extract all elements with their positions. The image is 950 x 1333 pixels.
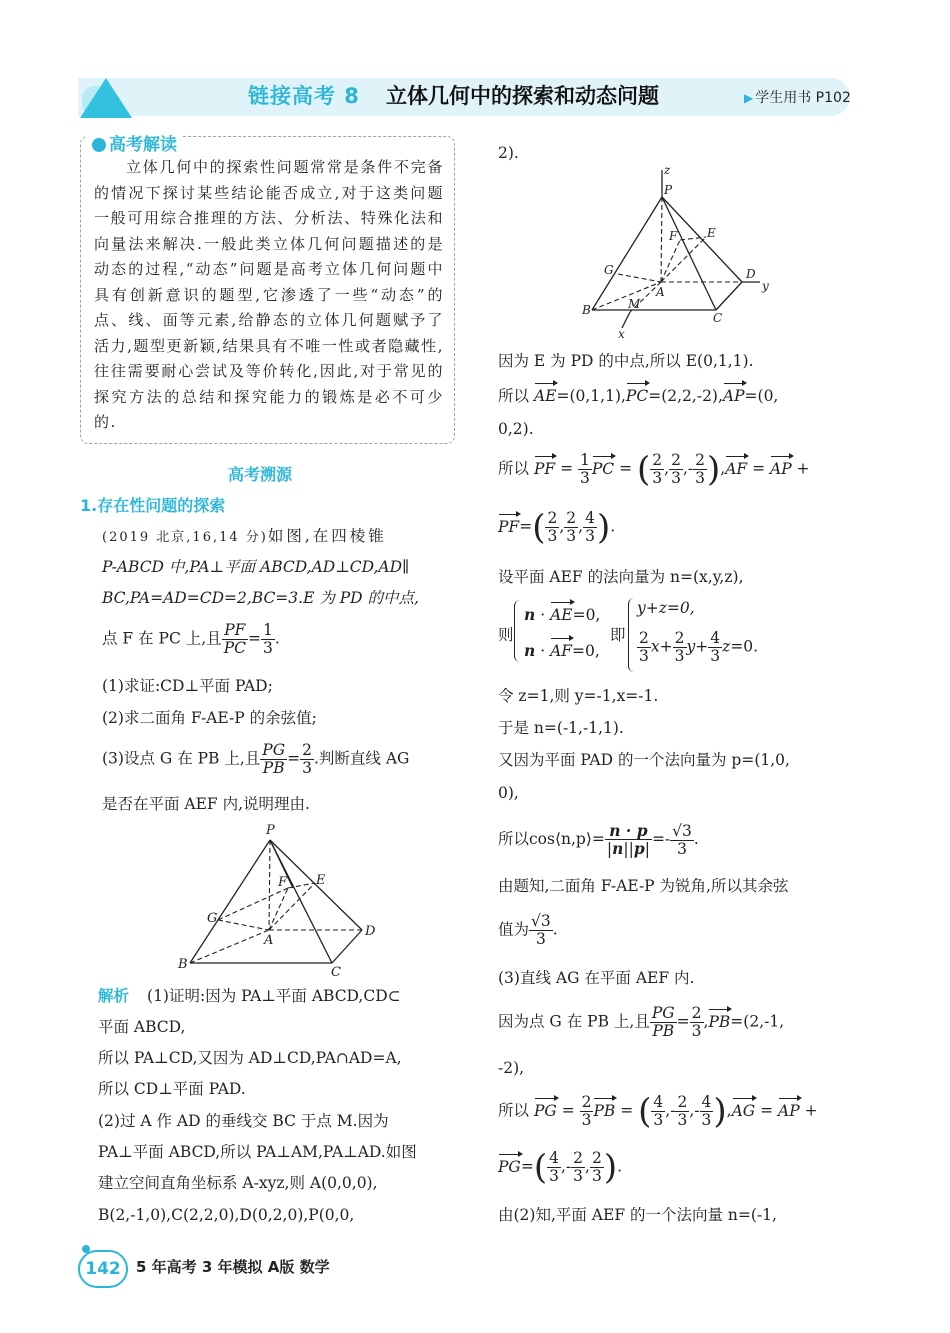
right-line-7: 令 z=1,则 y=-1,x=-1. bbox=[498, 687, 659, 705]
edge-pa bbox=[269, 840, 270, 930]
right-line-8: 于是 n=(-1,-1,1). bbox=[498, 719, 624, 737]
right-line-15: 因为点 G 在 PB 上,且 $\frac{PG}{PB}$ = $\frac{2}{3}$ ,PB=(2,-1, bbox=[498, 1004, 785, 1040]
right-line-5: PF=( $\frac{2}{3}$ , $\frac{2}{3}$ , $\frac{4}{3}$ ). bbox=[498, 507, 616, 548]
label-d: D bbox=[746, 267, 756, 281]
system-eq-1: n · AE=0, bbox=[524, 605, 601, 624]
book-title: 5 年高考 3 年模拟 A版 数学 bbox=[136, 1258, 330, 1276]
header-series: 链接高考 8 bbox=[248, 84, 360, 108]
right-line-10: 0), bbox=[498, 784, 519, 802]
right-line-18: PG=( $\frac{4}{3}$ ,- $\frac{2}{3}$ , $\frac{2}{3}$ ). bbox=[498, 1147, 623, 1188]
edge-ab bbox=[592, 282, 661, 310]
right-line-2: 所以 AE=(0,1,1),PC=(2,2,-2),AP=(0, bbox=[498, 387, 779, 405]
edge-cd bbox=[716, 282, 742, 310]
page-number: 142 bbox=[78, 1250, 128, 1288]
problem-line-3: BC,PA=AD=CD=2,BC=3.E 为 PD 的中点, bbox=[102, 589, 419, 607]
label-f: F bbox=[669, 229, 678, 243]
sub-heading: 1.存在性问题的探索 bbox=[80, 496, 226, 515]
label-g: G bbox=[604, 263, 614, 277]
solution-tag: 解析 bbox=[98, 987, 130, 1005]
label-a: A bbox=[264, 933, 274, 948]
circle-icon bbox=[92, 138, 106, 152]
solution-line-8: B(2,-1,0),C(2,2,0),D(0,2,0),P(0,0, bbox=[98, 1206, 355, 1224]
line-af bbox=[661, 240, 680, 282]
label-b: B bbox=[582, 303, 591, 317]
problem-line-4: 点 F 在 PC 上,且 $\frac{PF}{PC}$ = $\frac{1}{3}$ . bbox=[102, 621, 280, 657]
right-line-16: -2), bbox=[498, 1059, 525, 1077]
problem-line-2: P-ABCD 中,PA⊥平面 ABCD,AD⊥CD,AD∥ bbox=[102, 558, 410, 576]
question-3: (3)设点 G 在 PB 上,且 $\frac{PG}{PB}$ = $\frac{2}{3}$ .判断直线 AG bbox=[102, 741, 410, 777]
arrow-right-icon: ▶ bbox=[744, 91, 754, 105]
right-line-3: 0,2). bbox=[498, 420, 534, 438]
header-ref: ▶ 学生用书 P102 bbox=[744, 90, 851, 106]
label-a: A bbox=[656, 285, 665, 299]
label-z: z bbox=[664, 163, 671, 177]
right-line-14: (3)直线 AG 在平面 AEF 内. bbox=[498, 969, 695, 987]
brace-left bbox=[514, 600, 523, 662]
label-b: B bbox=[178, 957, 188, 972]
right-line-1: 因为 E 为 PD 的中点,所以 E(0,1,1). bbox=[498, 352, 754, 370]
label-m: M bbox=[628, 297, 641, 311]
question-3-cont: 是否在平面 AEF 内,说明理由. bbox=[102, 795, 310, 813]
edge-cd bbox=[332, 930, 362, 963]
label-g: G bbox=[207, 911, 218, 926]
equation-system: 则 bbox=[498, 626, 514, 644]
label-p: P bbox=[266, 823, 275, 838]
line-af bbox=[269, 888, 288, 930]
right-line-9: 又因为平面 PAD 的一个法向量为 p=(1,0, bbox=[498, 751, 790, 769]
system-eq-2: n · AF=0, bbox=[524, 641, 600, 660]
intro-label: 高考解读 bbox=[86, 130, 183, 155]
line-ga bbox=[618, 274, 661, 282]
question-1: (1)求证:CD⊥平面 PAD; bbox=[102, 677, 273, 695]
right-line-0: 2). bbox=[498, 144, 519, 162]
right-line-6: 设平面 AEF 的法向量为 n=(x,y,z), bbox=[498, 568, 744, 586]
problem-line-1: (2019 北京,16,14 分)如图,在四棱锥 bbox=[102, 527, 387, 545]
label-x: x bbox=[618, 327, 625, 340]
system-then: 即 bbox=[610, 626, 626, 644]
label-c: C bbox=[713, 311, 723, 325]
solution-line-5: (2)过 A 作 AD 的垂线交 BC 于点 M.因为 bbox=[98, 1112, 389, 1130]
intro-text: 立体几何中的探索性问题常常是条件不完备的情况下探讨某些结论能否成立,对于这类问题一般可用综合推理的方法、分析法、特殊化法和向量法来解决.一般此类立体几何问题描述的是动态的过程,“动态”问题是高考立体几何问题中具有创新意识的题型,它渗透了一些“动态”的点、线、面等元素,给静态的立体几何题赋予了活力,题型更新颖,结果具有不唯一性或者隐藏性,往往需要耐心尝试及等价转化,因此,对于常见的探究方法的总结和探究能力的锻炼是必不可少的. bbox=[94, 158, 444, 431]
right-line-4: 所以 PF = $\frac{1}{3}$ PC = ( $\frac{2}{3}$ , $\frac{2}{3}$ ,- $\frac{2}{3}$ ),AF = AP + bbox=[498, 449, 810, 490]
right-line-13: 值为 $\frac{√3}{3}$ . bbox=[498, 912, 558, 948]
edge-pc bbox=[662, 197, 716, 310]
line-ga bbox=[218, 920, 269, 930]
solution-line-4: 所以 CD⊥平面 PAD. bbox=[98, 1080, 246, 1098]
label-d: D bbox=[365, 924, 376, 939]
triangle-icon bbox=[80, 78, 132, 118]
edge-pa bbox=[661, 197, 662, 282]
solution-line-6: PA⊥平面 ABCD,所以 PA⊥AM,PA⊥AD.如图 bbox=[98, 1143, 417, 1161]
label-f: F bbox=[278, 875, 288, 890]
right-line-19: 由(2)知,平面 AEF 的一个法向量 n=(-1, bbox=[498, 1206, 777, 1224]
right-line-12: 由题知,二面角 F-AE-P 为锐角,所以其余弦 bbox=[498, 877, 789, 895]
label-e: E bbox=[316, 873, 326, 888]
label-e: E bbox=[707, 226, 716, 240]
label-c: C bbox=[331, 965, 341, 980]
label-y: y bbox=[762, 279, 769, 293]
solution-line-2: 平面 ABCD, bbox=[98, 1018, 186, 1036]
edge-pb bbox=[592, 197, 662, 310]
brace-right bbox=[628, 598, 637, 672]
axis-x bbox=[622, 312, 630, 328]
page-title: 立体几何中的探索和动态问题 bbox=[386, 84, 659, 108]
system-eq-3: y+z=0, bbox=[637, 599, 695, 617]
system-eq-4: $\frac{2}{3}$ x+ $\frac{2}{3}$ y+ $\frac{4}{3}$ z=0. bbox=[639, 629, 759, 665]
coordinate-figure bbox=[570, 162, 780, 340]
edge-ab bbox=[190, 930, 269, 963]
solution-line-1: 解析 (1)证明:因为 PA⊥平面 ABCD,CD⊂ bbox=[98, 987, 401, 1005]
line-ae bbox=[269, 883, 315, 930]
question-2: (2)求二面角 F-AE-P 的余弦值; bbox=[102, 709, 317, 727]
pyramid-figure bbox=[170, 820, 380, 980]
section-heading: 高考溯源 bbox=[228, 465, 293, 484]
right-line-17: 所以 PG = $\frac{2}{3}$ PB = ( $\frac{4}{3}$ ,- $\frac{2}{3}$ ,- $\frac{4}{3}$ ),AG = AP + bbox=[498, 1091, 818, 1132]
solution-line-3: 所以 PA⊥CD,又因为 AD⊥CD,PA∩AD=A, bbox=[98, 1049, 402, 1067]
right-line-11: 所以cos⟨n,p⟩= $\frac{n \cdot p}{|n||p|}$ =- $\frac{√3}{3}$ . bbox=[498, 821, 699, 858]
label-p: P bbox=[664, 183, 673, 197]
solution-line-7: 建立空间直角坐标系 A-xyz,则 A(0,0,0), bbox=[98, 1174, 378, 1192]
